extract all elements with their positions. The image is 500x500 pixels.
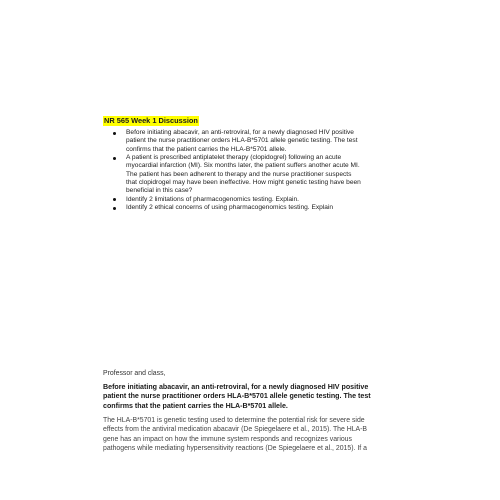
question-line: confirms that the patient carries the HLA-B*5701 allele.: [103, 401, 288, 410]
bullet-icon: [113, 207, 116, 210]
bullet-icon: [113, 132, 116, 135]
question-heading: [103, 383, 371, 411]
discussion-questions-list: [112, 129, 412, 212]
list-item-line: Identify 2 ethical concerns of using pharmacogenomics testing. Explain: [126, 204, 334, 212]
answer-line: pathogens while mediating hypersensitivity reactions (De Spiegelaere et al., 2015). If a: [103, 445, 367, 453]
list-item-line: confirms that the patient carries the HLA-B*5701 allele.: [126, 145, 287, 153]
list-item: [112, 204, 412, 212]
question-line: Before initiating abacavir, an anti-retroviral, for a newly diagnosed HIV positive: [103, 383, 369, 391]
bullet-icon: [113, 198, 116, 201]
answer-line: The HLA-B*5701 is genetic testing used to determine the potential risk for severe side: [103, 417, 365, 424]
list-item: [112, 129, 412, 154]
list-item-line: patient the nurse practitioner orders HLA-B*5701 allele genetic testing. The test: [126, 137, 358, 145]
document-heading: NR 565 Week 1 Discussion: [104, 116, 198, 125]
list-item-line: myocardial infarction (MI). Six months later, the patient suffers another acute MI.: [126, 162, 360, 170]
answer-line: effects from the antiviral medication abacavir (De Spiegelaere et al., 2015). The HLA-B: [103, 426, 368, 434]
list-item: [112, 196, 412, 204]
list-item-line: that clopidrogel may have been ineffective. How might genetic testing have been: [126, 179, 361, 187]
list-item-line: A patient is prescribed antiplatelet therapy (clopidogrel) following an acute: [126, 154, 342, 162]
bullet-icon: [113, 157, 116, 160]
list-item: [112, 154, 412, 196]
question-line: patient the nurse practitioner orders HLA-B*5701 allele genetic testing. The test: [103, 392, 371, 401]
list-item-line: The patient has been adherent to therapy and the nurse practitioner suspects: [126, 170, 352, 178]
salutation: Professor and class,: [103, 370, 166, 377]
answer-paragraph: [103, 416, 367, 454]
list-item-line: Identify 2 limitations of pharmacogenomics testing. Explain.: [126, 195, 299, 203]
list-item-line: beneficial in this case?: [126, 187, 193, 195]
list-item-line: Before initiating abacavir, an anti-retroviral, for a newly diagnosed HIV positive: [126, 129, 354, 136]
answer-line: gene has an impact on how the immune system responds and recognizes various: [103, 435, 352, 443]
